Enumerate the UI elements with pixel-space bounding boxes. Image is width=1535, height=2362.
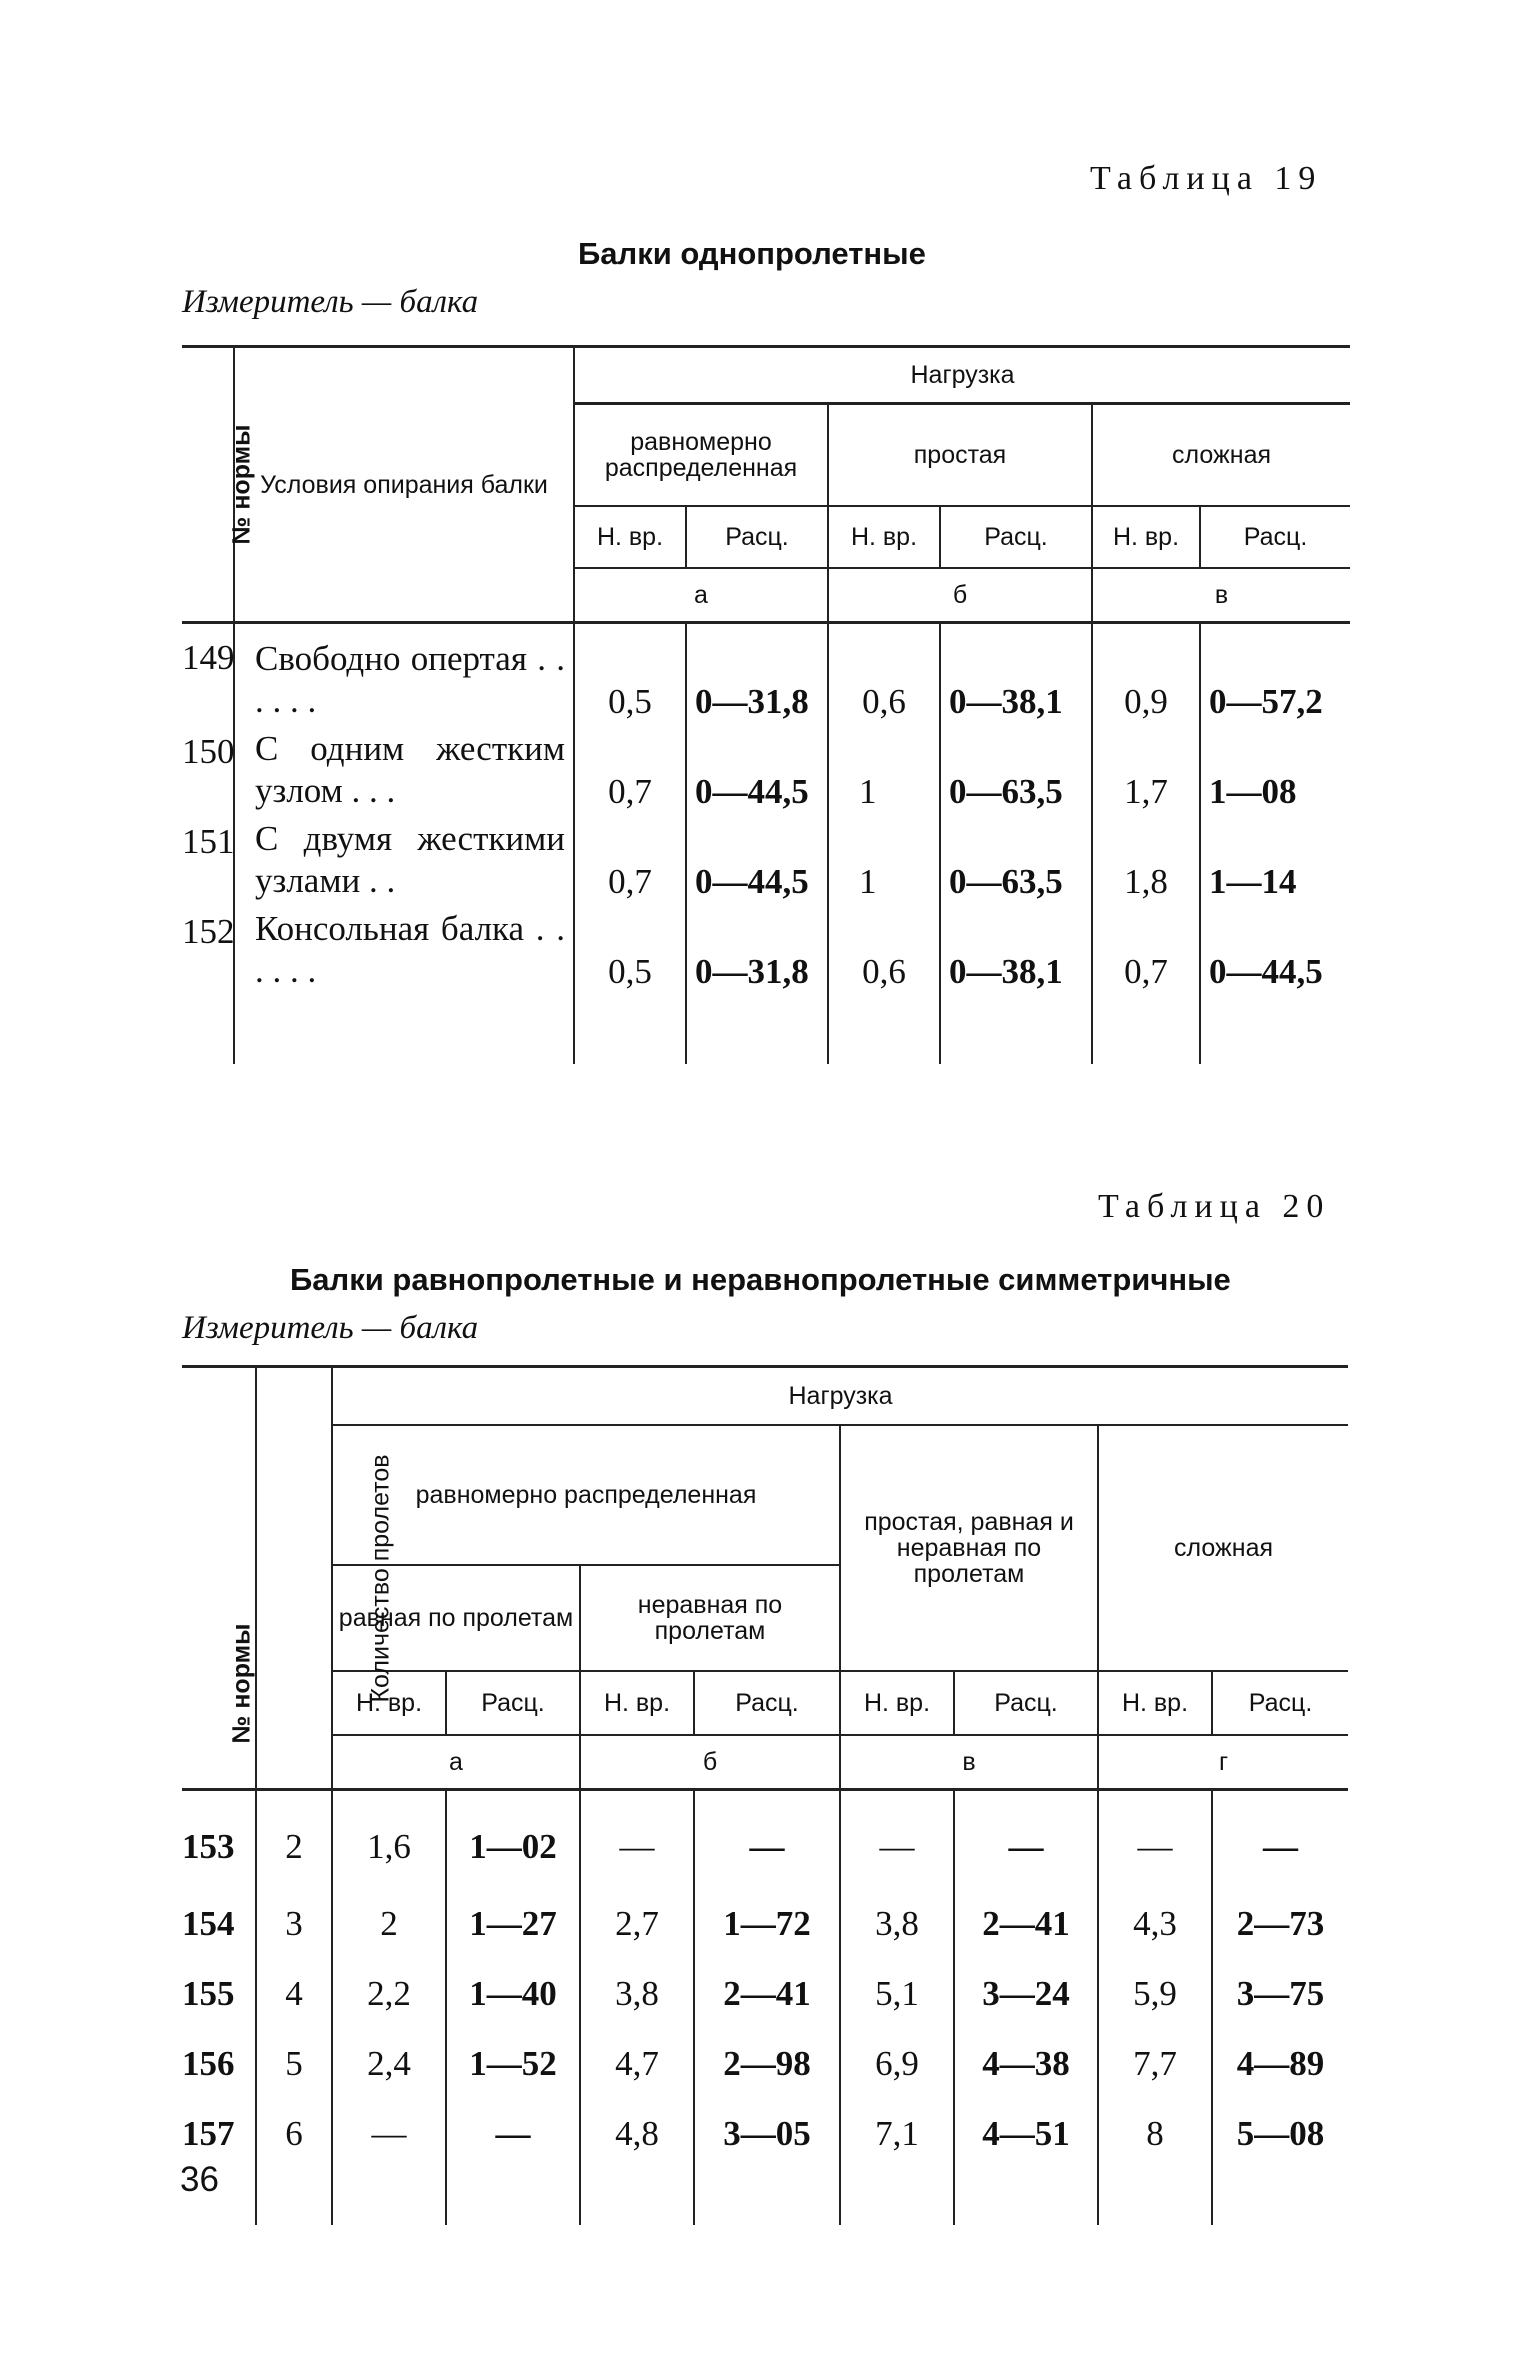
table-19-title: Балки однопролетные xyxy=(578,236,926,271)
cell: 5—08 xyxy=(1212,2099,1348,2169)
cell: 1—14 xyxy=(1200,818,1350,908)
cell: — xyxy=(694,1790,840,1890)
row-spans: 5 xyxy=(256,2029,332,2099)
row-num: 154 xyxy=(182,1904,235,1943)
table-row xyxy=(182,818,1350,908)
col-norm-label: № нормы xyxy=(227,424,256,545)
group-simple: простая, равная и неравная по пролетам xyxy=(840,1425,1098,1671)
cell: 0—63,5 xyxy=(940,818,1092,908)
cell: — xyxy=(840,1790,954,1890)
cell: 0—31,8 xyxy=(686,623,828,729)
cell: 1—02 xyxy=(446,1790,580,1890)
col-norm-label: № нормы xyxy=(227,1623,256,1744)
group-complex: сложная xyxy=(1098,1425,1348,1671)
row-conditions: С двумя жесткими узлами . . xyxy=(234,818,574,908)
col-norm-header xyxy=(182,347,256,623)
letter-d: г xyxy=(1098,1735,1348,1790)
cell: 2 xyxy=(332,1889,446,1959)
cell: 2—73 xyxy=(1212,1889,1348,1959)
cell: 0,6 xyxy=(828,623,940,729)
load-header: Нагрузка xyxy=(574,347,1350,404)
row-num: 149 xyxy=(182,623,234,729)
table-20-number: Таблица 20 xyxy=(1098,1188,1331,1225)
group-complex: сложная xyxy=(1092,404,1350,507)
sub-hvr-b: Н. вр. xyxy=(580,1671,694,1735)
group-unequal: неравная по пролетам xyxy=(580,1565,840,1671)
cell: 1,7 xyxy=(1092,728,1200,818)
row-spans: 6 xyxy=(256,2099,332,2169)
table-row xyxy=(182,2099,1348,2169)
cell: 0,7 xyxy=(1092,908,1200,998)
sub-rasc-b: Расц. xyxy=(940,506,1092,568)
cell: 4—51 xyxy=(954,2099,1098,2169)
cell: — xyxy=(446,2099,580,2169)
group-simple: простая xyxy=(828,404,1092,507)
table-row xyxy=(182,1959,1348,2029)
cell: 0,5 xyxy=(574,908,686,998)
row-conditions: С одним жестким узлом . . . xyxy=(234,728,574,818)
page-number: 36 xyxy=(180,2160,219,2199)
table-row xyxy=(182,908,1350,998)
col-norm-header xyxy=(182,1367,256,1790)
cell: 3,8 xyxy=(580,1959,694,2029)
cell: — xyxy=(1098,1790,1212,1890)
row-num: 155 xyxy=(182,1974,235,2013)
cell: 0,9 xyxy=(1092,623,1200,729)
sub-rasc-a: Расц. xyxy=(686,506,828,568)
cell: — xyxy=(954,1790,1098,1890)
cell: 0—57,2 xyxy=(1200,623,1350,729)
sub-rasc-c: Расц. xyxy=(1200,506,1350,568)
cell: — xyxy=(1212,1790,1348,1890)
cell: 1—27 xyxy=(446,1889,580,1959)
cell: 5,9 xyxy=(1098,1959,1212,2029)
group-uniform: равномерно распределенная xyxy=(332,1425,840,1565)
letter-a: а xyxy=(332,1735,580,1790)
sub-rasc-a: Расц. xyxy=(446,1671,580,1735)
cell: 7,7 xyxy=(1098,2029,1212,2099)
row-num: 157 xyxy=(182,2114,235,2153)
cell: 1,8 xyxy=(1092,818,1200,908)
letter-c: в xyxy=(840,1735,1098,1790)
cell: 0—38,1 xyxy=(940,908,1092,998)
cell: 0—44,5 xyxy=(686,728,828,818)
cell: 7,1 xyxy=(840,2099,954,2169)
cell: 0—44,5 xyxy=(1200,908,1350,998)
sub-hvr-a: Н. вр. xyxy=(574,506,686,568)
cell: 1 xyxy=(828,728,940,818)
cell: 4,8 xyxy=(580,2099,694,2169)
cell: 2,4 xyxy=(332,2029,446,2099)
table-19-unit: Измеритель — балка xyxy=(182,284,479,320)
row-num: 156 xyxy=(182,2044,235,2083)
cell: 2—98 xyxy=(694,2029,840,2099)
sub-rasc-c: Расц. xyxy=(954,1671,1098,1735)
col-conditions-header: Условия опирания балки xyxy=(234,347,574,623)
row-num: 152 xyxy=(182,912,235,951)
cell: 1—08 xyxy=(1200,728,1350,818)
cell: 3,8 xyxy=(840,1889,954,1959)
cell: 4,7 xyxy=(580,2029,694,2099)
row-num: 153 xyxy=(182,1790,256,1890)
table-20 xyxy=(182,1365,1348,2225)
table-19 xyxy=(182,345,1350,1064)
row-spans: 4 xyxy=(256,1959,332,2029)
sub-hvr-c: Н. вр. xyxy=(1092,506,1200,568)
row-spans: 2 xyxy=(256,1790,332,1890)
table-row xyxy=(182,728,1350,818)
cell: 0,6 xyxy=(828,908,940,998)
sub-hvr-a: Н. вр. xyxy=(332,1671,446,1735)
table-row xyxy=(182,1889,1348,1959)
sub-hvr-c: Н. вр. xyxy=(840,1671,954,1735)
cell: 2,2 xyxy=(332,1959,446,2029)
row-conditions: Консольная балка . . . . . . xyxy=(234,908,574,998)
table-spacer xyxy=(182,2169,1348,2225)
table-row xyxy=(182,1790,1348,1890)
letter-c: в xyxy=(1092,568,1350,623)
cell: 2—41 xyxy=(694,1959,840,2029)
sub-rasc-b: Расц. xyxy=(694,1671,840,1735)
cell: 1—52 xyxy=(446,2029,580,2099)
letter-b: б xyxy=(580,1735,840,1790)
group-uniform: равномерно распределенная xyxy=(574,404,828,507)
letter-a: а xyxy=(574,568,828,623)
table-20-unit: Измеритель — балка xyxy=(182,1310,479,1346)
table-19-number: Таблица 19 xyxy=(1090,160,1323,197)
sub-hvr-d: Н. вр. xyxy=(1098,1671,1212,1735)
row-conditions: Свободно опертая . . . . . . xyxy=(234,623,574,729)
cell: 0—38,1 xyxy=(940,623,1092,729)
cell: 3—05 xyxy=(694,2099,840,2169)
sub-rasc-d: Расц. xyxy=(1212,1671,1348,1735)
group-equal: равная по пролетам xyxy=(332,1565,580,1671)
cell: 1,6 xyxy=(332,1790,446,1890)
load-header: Нагрузка xyxy=(332,1367,1348,1426)
cell: 1 xyxy=(828,818,940,908)
cell: 0—63,5 xyxy=(940,728,1092,818)
col-spans-label: Количество пролетов xyxy=(366,1453,395,1703)
cell: 2—41 xyxy=(954,1889,1098,1959)
table-20-title: Балки равнопролетные и неравнопролетные симметричные xyxy=(290,1262,1231,1297)
cell: 1—40 xyxy=(446,1959,580,2029)
cell: 4—89 xyxy=(1212,2029,1348,2099)
cell: 0,7 xyxy=(574,728,686,818)
letter-b: б xyxy=(828,568,1092,623)
cell: 4—38 xyxy=(954,2029,1098,2099)
table-spacer xyxy=(182,998,1350,1064)
cell: 2,7 xyxy=(580,1889,694,1959)
cell: 3—75 xyxy=(1212,1959,1348,2029)
cell: 0,7 xyxy=(574,818,686,908)
cell: 0—44,5 xyxy=(686,818,828,908)
cell: 5,1 xyxy=(840,1959,954,2029)
table-row xyxy=(182,2029,1348,2099)
row-num: 150 xyxy=(182,732,235,771)
cell: 1—72 xyxy=(694,1889,840,1959)
row-num: 151 xyxy=(182,822,235,861)
cell: 8 xyxy=(1098,2099,1212,2169)
cell: 0,5 xyxy=(574,623,686,729)
cell: 0—31,8 xyxy=(686,908,828,998)
cell: 6,9 xyxy=(840,2029,954,2099)
sub-hvr-b: Н. вр. xyxy=(828,506,940,568)
row-spans: 3 xyxy=(256,1889,332,1959)
cell: — xyxy=(332,2099,446,2169)
cell: — xyxy=(580,1790,694,1890)
table-row xyxy=(182,623,1350,729)
cell: 3—24 xyxy=(954,1959,1098,2029)
cell: 4,3 xyxy=(1098,1889,1212,1959)
